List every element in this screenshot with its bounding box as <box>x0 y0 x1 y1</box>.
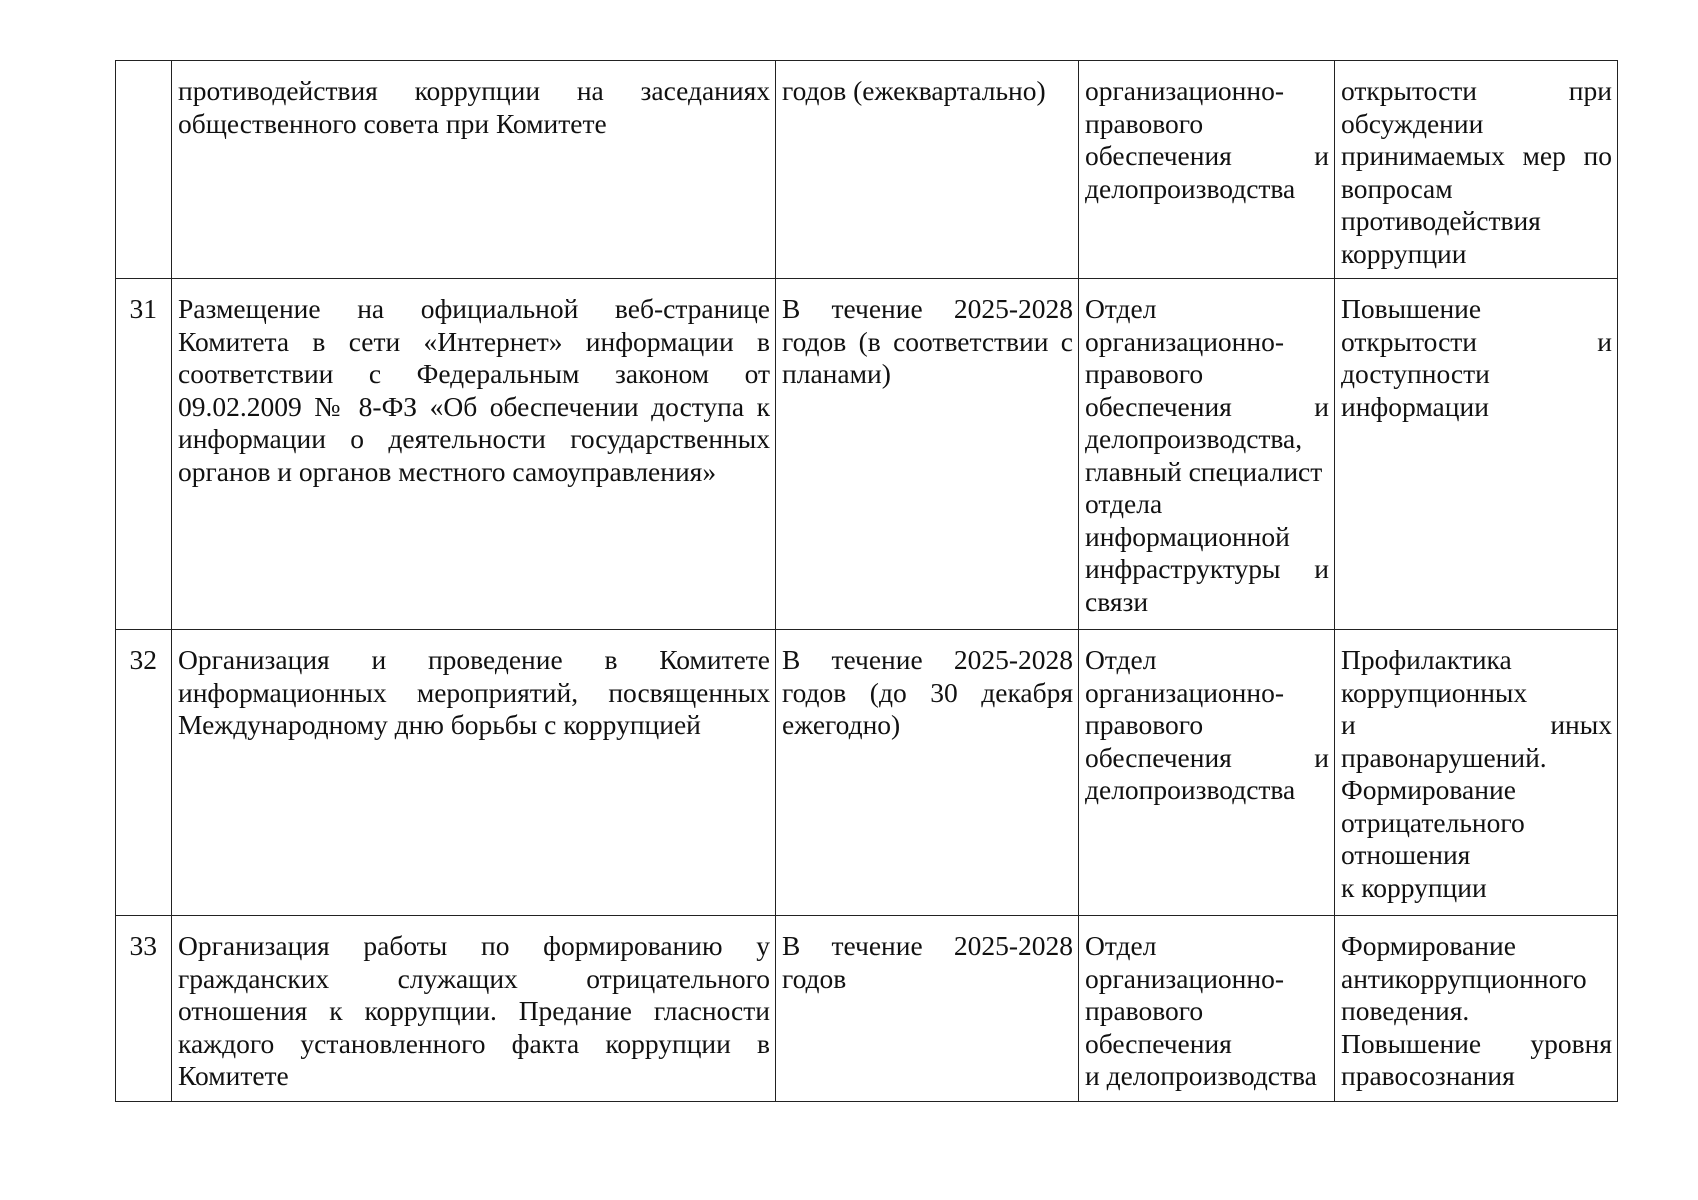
executor-line: и делопроизводства <box>1085 1060 1317 1091</box>
executor-line: делопроизводства, <box>1085 423 1303 454</box>
result-line: коррупции <box>1341 237 1467 269</box>
executor-line: правового <box>1085 358 1204 389</box>
result-line: правонарушений. <box>1341 741 1547 773</box>
result-line: и иных <box>1341 709 1612 740</box>
row-number: 32 <box>116 630 172 916</box>
executor-line: организационно- <box>1085 676 1285 708</box>
result-line: отношения <box>1341 839 1471 870</box>
row-number: 33 <box>116 916 172 1102</box>
result-line: доступности <box>1341 358 1490 389</box>
executor-line: обеспечения <box>1085 1027 1232 1059</box>
table-row <box>116 279 1618 630</box>
executor-cell <box>1079 61 1335 279</box>
executor-line: обеспечения и <box>1085 390 1329 422</box>
result-line: Формирование <box>1341 930 1516 961</box>
executor-line: правового <box>1085 709 1204 740</box>
row-number <box>116 61 172 279</box>
executor-line: связи <box>1085 585 1149 617</box>
executor-line: Отдел <box>1085 930 1157 961</box>
result-cell <box>1335 61 1618 279</box>
result-line: открытости при <box>1341 75 1612 106</box>
term-cell: В течение 2025-2028 годов (до 30 декабря ежегодно) <box>776 630 1079 916</box>
executor-line: главный специалист <box>1085 455 1323 487</box>
result-line: информации <box>1341 390 1489 422</box>
executor-line: инфраструктуры и <box>1085 553 1329 584</box>
result-line: антикоррупционного <box>1341 962 1587 994</box>
executor-line: правового <box>1085 995 1204 1026</box>
result-line: к коррупции <box>1341 871 1487 903</box>
executor-line: отдела <box>1085 488 1163 519</box>
result-cell <box>1335 630 1618 916</box>
term-cell: В течение 2025-2028 годов (в соответствии с планами) <box>776 279 1079 630</box>
result-line: вопросам <box>1341 172 1453 204</box>
table-row <box>116 61 1618 279</box>
result-line: обсуждении <box>1341 107 1484 139</box>
result-line: противодействия <box>1341 205 1541 236</box>
term-cell: годов (ежеквартально) <box>776 61 1079 279</box>
executor-line: организационно- <box>1085 325 1285 357</box>
measure-cell: Размещение на официальной веб-странице Комитета в сети «Интернет» информации в соответствии с Федеральным законом от 09.02.2009 № 8-ФЗ «Об обеспечении доступа к информации о деятельности государственных органов и органов местного самоуправления» <box>172 279 776 630</box>
row-number: 31 <box>116 279 172 630</box>
measure-cell: Организация и проведение в Комитете информационных мероприятий, посвященных Международному дню борьбы с коррупцией <box>172 630 776 916</box>
executor-line: Отдел <box>1085 644 1157 675</box>
executor-line: обеспечения и <box>1085 140 1329 171</box>
executor-line: информационной <box>1085 520 1290 552</box>
executor-cell <box>1079 279 1335 630</box>
executor-cell <box>1079 630 1335 916</box>
result-cell <box>1335 279 1618 630</box>
result-line: Профилактика <box>1341 644 1512 675</box>
term-cell: В течение 2025-2028 годов <box>776 916 1079 1102</box>
table-row <box>116 630 1618 916</box>
executor-line: обеспечения и <box>1085 741 1329 773</box>
result-line: Повышение <box>1341 293 1482 324</box>
executor-line: правового <box>1085 107 1204 139</box>
measure-cell: противодействия коррупции на заседаниях общественного совета при Комитете <box>172 61 776 279</box>
result-line: отрицательного <box>1341 806 1525 838</box>
result-line: Формирование <box>1341 774 1516 805</box>
result-line: коррупционных <box>1341 676 1528 708</box>
executor-line: делопроизводства <box>1085 172 1296 204</box>
result-line: поведения. <box>1341 995 1470 1026</box>
result-cell <box>1335 916 1618 1102</box>
result-line: принимаемых мер по <box>1341 140 1612 171</box>
executor-line: организационно- <box>1085 75 1285 106</box>
result-line: открытости и <box>1341 325 1612 357</box>
executor-line: делопроизводства <box>1085 774 1296 805</box>
result-line: правосознания <box>1341 1060 1515 1091</box>
result-line: Повышение уровня <box>1341 1027 1612 1059</box>
executor-line: организационно- <box>1085 962 1285 994</box>
measures-table <box>115 60 1618 1102</box>
executor-cell <box>1079 916 1335 1102</box>
executor-line: Отдел <box>1085 293 1157 324</box>
table-row <box>116 916 1618 1102</box>
measure-cell: Организация работы по формированию у гражданских служащих отрицательного отношения к коррупции. Предание гласности каждого установленного факта коррупции в Комитете <box>172 916 776 1102</box>
